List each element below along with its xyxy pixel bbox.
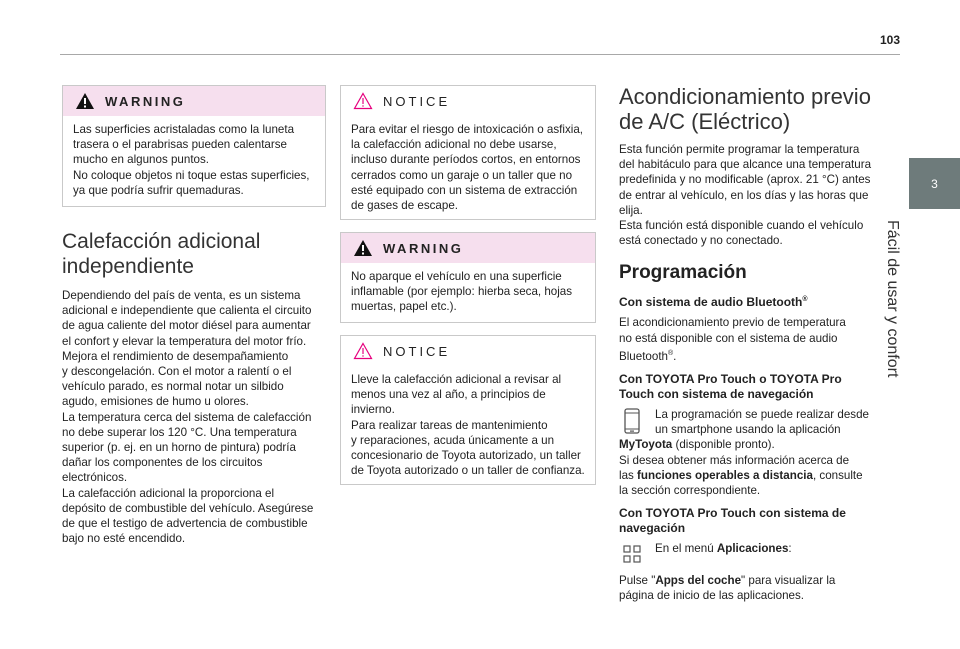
text-line: adicional e independiente que calienta el circuito xyxy=(62,304,312,318)
text-line: no debe superar los 120 °C. Una temperatura xyxy=(62,425,297,439)
text-line: superior (p. ej. en un horno de pintura) podría xyxy=(62,441,296,455)
text-line: de entrar al vehículo, en los días y las horas que xyxy=(619,188,869,202)
warning-title: WARNING xyxy=(383,240,464,256)
notice-header xyxy=(341,86,595,116)
warning-header xyxy=(63,86,325,116)
text-line: las funciones operables a distancia, consulte xyxy=(619,468,863,482)
text-line: y descongelación. Con el motor a ralentí o el xyxy=(62,365,292,379)
text-line: agudo, emisiones de humo u olores. xyxy=(62,395,249,409)
text-line: página de inicio de las aplicaciones. xyxy=(619,589,804,603)
text-line: En el menú Aplicaciones: xyxy=(655,542,792,556)
bluetooth-heading: Con sistema de audio Bluetooth® xyxy=(619,295,808,310)
header-rule xyxy=(60,54,900,55)
notice-title: NOTICE xyxy=(383,93,451,109)
notice-box-maintenance xyxy=(340,335,596,485)
subsection-title: Programación xyxy=(619,262,747,284)
text-line: La calefacción adicional la proporciona el xyxy=(62,486,275,500)
warning-header xyxy=(341,233,595,263)
text-line: cerrados como un garaje o un taller que no xyxy=(351,168,573,182)
text-line: bajo no esté encendido. xyxy=(62,532,186,546)
warning-box-glass xyxy=(62,85,326,207)
section-title: Calefacción adicional independiente xyxy=(62,230,261,278)
notice-header xyxy=(341,336,595,366)
text-line: Bluetooth®. xyxy=(619,349,677,363)
chapter-tab[interactable] xyxy=(909,158,960,209)
text-line: la calefacción adicional no debe usarse, xyxy=(351,138,557,152)
text-line: electrónicos. xyxy=(62,471,128,485)
text-line: mucho en algunos puntos. xyxy=(73,153,210,167)
notice-body xyxy=(341,116,595,221)
text-line: está conectado y no conectado. xyxy=(619,234,783,248)
column-3 xyxy=(619,84,877,604)
nav-heading: Con TOYOTA Pro Touch o TOYOTA Pro Touch con sistema de navegación xyxy=(619,371,842,401)
chapter-number: 3 xyxy=(931,176,938,191)
text-line: trasera o el parabrisas pueden calentarse xyxy=(73,138,287,152)
text-line: invierno. xyxy=(351,403,395,417)
text-line: y reparaciones, acuda únicamente a un xyxy=(351,433,555,447)
text-line: Esta función permite programar la temperatura xyxy=(619,143,860,156)
column-1 xyxy=(62,85,326,546)
warning-title: WARNING xyxy=(105,93,186,109)
text-line: El acondicionamiento previo de temperatura xyxy=(619,316,846,330)
page-number: 103 xyxy=(879,33,900,47)
text-line: La programación se puede realizar desde xyxy=(655,407,869,421)
section-title: Acondicionamiento previo de A/C (Eléctrico) xyxy=(619,84,871,134)
text-line: no está disponible con el sistema de audio xyxy=(619,331,838,345)
section-heating xyxy=(62,229,326,546)
text-line: predefinida y no modificable (aprox. 21 °C) antes xyxy=(619,173,871,187)
text-line: ya que podría sufrir quemaduras. xyxy=(73,183,244,197)
bluetooth-text xyxy=(619,315,877,363)
notice-body xyxy=(341,366,595,486)
text-line: elija. xyxy=(619,203,643,217)
pro-touch-heading: Con TOYOTA Pro Touch con sistema de navegación xyxy=(619,506,846,536)
text-line: Dependiendo del país de venta, es un sistema xyxy=(62,289,301,302)
warning-icon xyxy=(353,239,373,257)
text-line: el confort y elevar la temperatura del motor frío. xyxy=(62,334,307,348)
notice-title: NOTICE xyxy=(383,343,451,359)
text-line: menos una vez al año, a principios de xyxy=(351,388,546,402)
smartphone-icon xyxy=(619,407,645,435)
text-line: del habitáculo para que alcance una temperatura xyxy=(619,158,872,172)
text-line: MyToyota (disponible pronto). xyxy=(619,438,775,452)
text-line: la sección correspondiente. xyxy=(619,483,761,497)
text-line: Lleve la calefacción adicional a revisar al xyxy=(351,373,562,386)
text-line: Para realizar tareas de mantenimiento xyxy=(351,418,548,432)
chapter-title: Fácil de usar y confort xyxy=(884,220,901,378)
text-line: Si desea obtener más información acerca de xyxy=(619,453,850,467)
column-2 xyxy=(340,85,596,485)
text-line: inflamable (por ejemplo: hierba seca, hojas xyxy=(351,285,573,299)
text-line: de agua caliente del motor diésel para aumentar xyxy=(62,319,311,333)
warning-icon xyxy=(75,92,95,110)
text-line: Para evitar el riesgo de intoxicación o asfixia, xyxy=(351,123,583,136)
text-line: dañar los componentes de los circuitos xyxy=(62,456,263,470)
text-line: de gases de escape. xyxy=(351,199,458,213)
text-line: concesionario de Toyota autorizado, un taller xyxy=(351,449,581,463)
warning-body xyxy=(341,263,595,323)
notice-icon xyxy=(353,92,373,110)
text-line: Mejora el rendimiento de desempañamiento xyxy=(62,349,289,363)
text-line: de que el testigo de advertencia de combustible xyxy=(62,517,308,531)
text-line: depósito de combustible del vehículo. Asegúrese xyxy=(62,501,314,515)
section-body xyxy=(62,288,326,546)
text-line: No coloque objetos ni toque estas superficies, xyxy=(73,168,310,182)
press-text xyxy=(619,573,877,603)
text-line: Esta función está disponible cuando el vehículo xyxy=(619,219,864,233)
apps-menu-row xyxy=(619,541,877,567)
text-line: Las superficies acristaladas como la luneta xyxy=(73,123,295,136)
apps-grid-icon xyxy=(619,541,645,567)
text-line: No aparque el vehículo en una superficie xyxy=(351,270,562,283)
text-line: un smartphone usando la aplicación xyxy=(655,423,841,437)
notice-box-intoxication xyxy=(340,85,596,220)
text-line: Pulse "Apps del coche" para visualizar la xyxy=(619,574,836,588)
text-line: incluso durante períodos cortos, en entornos xyxy=(351,153,581,167)
notice-icon xyxy=(353,342,373,360)
text-line: de Toyota autorizado o un taller de confianza. xyxy=(351,464,585,478)
text-line: muertas, papel etc.). xyxy=(351,300,457,314)
warning-body xyxy=(63,116,325,206)
smartphone-row xyxy=(619,407,877,437)
text-line: esté equipado con un sistema de extracción xyxy=(351,183,578,197)
text-line: vehículo parado, es normal notar un silbido xyxy=(62,380,284,394)
intro-text xyxy=(619,142,877,248)
text-line: La temperatura cerca del sistema de calefacción xyxy=(62,410,312,424)
warning-box-parking xyxy=(340,232,596,323)
